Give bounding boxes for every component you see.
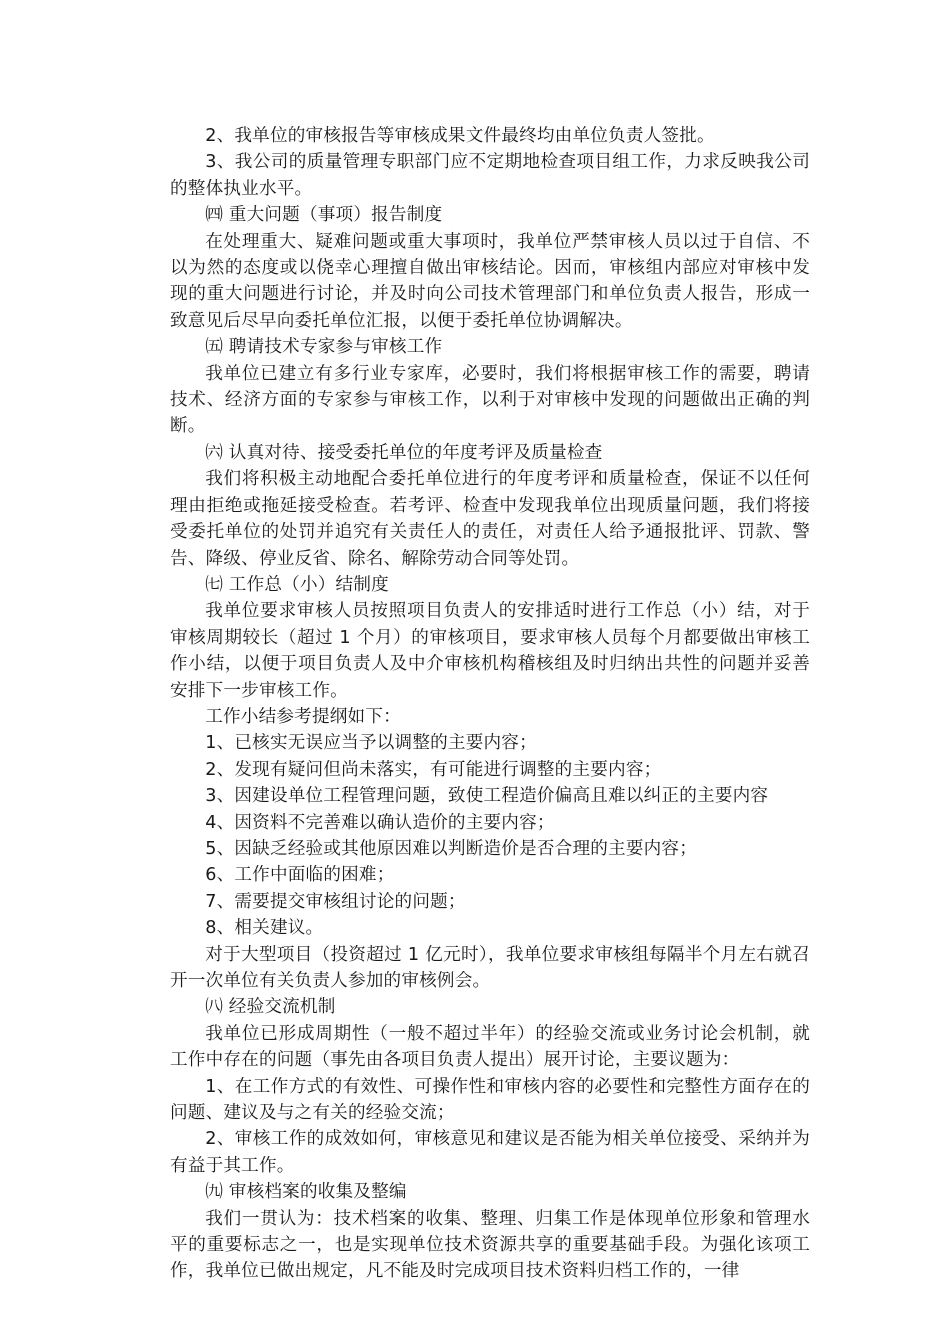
list-item: 3、我公司的质量管理专职部门应不定期地检查项目组工作，力求反映我公司的整体执业水平。	[170, 152, 810, 199]
body-paragraph: 我单位要求审核人员按照项目负责人的安排适时进行工作总（小）结，对于审核周期较长（超过 1 个月）的审核项目，要求审核人员每个月都要做出审核工作小结，以便于项目负责人及中介审核机构稽核组及时归纳出共性的问题并妥善安排下一步审核工作。	[170, 601, 810, 701]
list-item: 3、因建设单位工程管理问题，致使工程造价偏高且难以纠正的主要内容	[205, 786, 769, 807]
list-item: 7、需要提交审核组讨论的问题；	[205, 891, 466, 912]
body-paragraph: 我们一贯认为：技术档案的收集、整理、归集工作是体现单位形象和管理水平的重要标志之一，也是实现单位技术资源共享的重要基础手段。为强化该项工作，我单位已做出规定，凡不能及时完成项目技术资料归档工作的，一律	[170, 1208, 810, 1282]
body-paragraph: 我单位已形成周期性（一般不超过半年）的经验交流或业务讨论会机制，就工作中存在的问题（事先由各项目负责人提出）展开讨论，主要议题为：	[170, 1023, 810, 1071]
body-paragraph: 我们将积极主动地配合委托单位进行的年度考评和质量检查，保证不以任何理由拒绝或拖延接受检查。若考评、检查中发现我单位出现质量问题，我们将接受委托单位的处罚并追究有关责任人的责任，对责任人给予通报批评、罚款、警告、降级、停业反省、除名、解除劳动合同等处罚。	[170, 469, 810, 569]
body-paragraph: 工作小结参考提纲如下：	[205, 706, 401, 727]
section-heading: ㈤ 聘请技术专家参与审核工作	[205, 337, 443, 358]
section-heading: ㈣ 重大问题（事项）报告制度	[205, 205, 443, 226]
list-item: 4、因资料不完善难以确认造价的主要内容；	[205, 812, 555, 833]
section-heading: ㈧ 经验交流机制	[205, 997, 336, 1018]
list-item: 1、已核实无误应当予以调整的主要内容；	[205, 733, 537, 754]
list-item: 2、我单位的审核报告等审核成果文件最终均由单位负责人签批。	[205, 126, 715, 146]
body-paragraph: 我单位已建立有多行业专家库，必要时，我们将根据审核工作的需要，聘请技术、经济方面的专家参与审核工作，以利于对审核中发现的问题做出正确的判断。	[170, 363, 810, 437]
list-item: 8、相关建议。	[205, 918, 324, 939]
section-heading: ㈦ 工作总（小）结制度	[205, 574, 389, 595]
body-paragraph: 对于大型项目（投资超过 1 亿元时），我单位要求审核组每隔半个月左右就召开一次单位有关负责人参加的审核例会。	[170, 944, 810, 991]
list-item: 5、因缺乏经验或其他原因难以判断造价是否合理的主要内容；	[205, 838, 698, 859]
section-heading: ㈨ 审核档案的收集及整编	[205, 1182, 407, 1203]
list-item: 2、审核工作的成效如何，审核意见和建议是否能为相关单位接受、采纳并为有益于其工作。	[170, 1129, 810, 1176]
list-item: 2、发现有疑问但尚未落实，有可能进行调整的主要内容；	[205, 759, 662, 780]
document-page	[170, 123, 810, 1285]
body-paragraph: 在处理重大、疑难问题或重大事项时，我单位严禁审核人员以过于自信、不以为然的态度或以侥幸心理擅自做出审核结论。因而，审核组内部应对审核中发现的重大问题进行讨论，并及时向公司技术管理部门和单位负责人报告，形成一致意见后尽早向委托单位汇报，以便于委托单位协调解决。	[170, 231, 810, 331]
section-heading: ㈥ 认真对待、接受委托单位的年度考评及质量检查	[205, 442, 603, 463]
list-item: 6、工作中面临的困难；	[205, 865, 395, 886]
list-item: 1、在工作方式的有效性、可操作性和审核内容的必要性和完整性方面存在的问题、建议及与之有关的经验交流；	[170, 1076, 810, 1124]
